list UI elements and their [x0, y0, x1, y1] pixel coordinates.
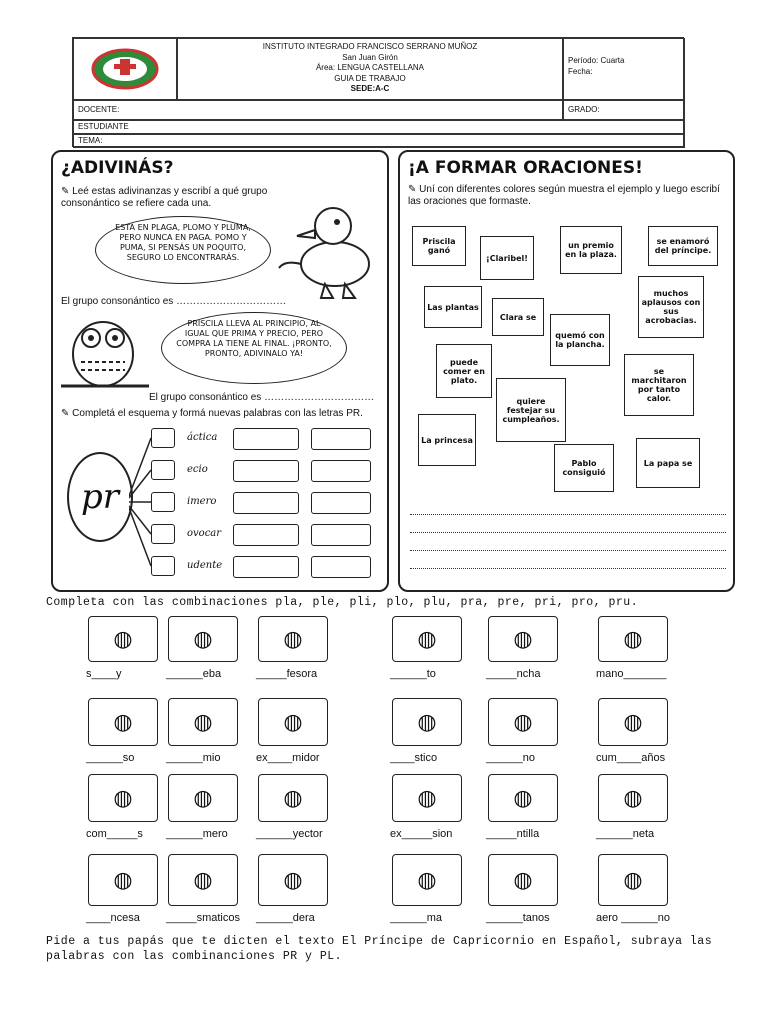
word-blank[interactable]: ______tanos [486, 912, 550, 924]
riddle-bubble-2: PRISCILA LLEVA AL PRINCIPIO, AL IGUAL QUE PRIMA Y PRECIO, PERO COMPRA LA TIENE AL FINAL. ¡PRONTO, PRONTO, ADIVINALO YA! [161, 312, 347, 384]
word-blank[interactable]: ______neta [596, 828, 655, 840]
puzzle-piece-14[interactable]: La papa se [636, 438, 700, 488]
oraciones-instruction-text: Uní con diferentes colores según muestra el ejemplo y luego escribí las oraciones que formaste. [408, 184, 720, 207]
scheme-answer-5b[interactable] [311, 556, 371, 578]
glove-icon: ◍ [598, 616, 668, 662]
scheme-answer-2a[interactable] [233, 460, 299, 482]
princess-icon: ◍ [88, 854, 158, 906]
paper-icon: ◍ [168, 616, 238, 662]
puzzle-piece-4[interactable]: se enamoró del príncipe. [648, 226, 718, 266]
teacher-icon: ◍ [258, 616, 328, 662]
puzzle-piece-9[interactable]: quemó con la plancha. [550, 314, 610, 366]
estudiante-label: ESTUDIANTE [78, 122, 129, 131]
scheme-ending-5: udente [187, 560, 223, 571]
banana-icon: ◍ [488, 854, 558, 906]
explosion-icon: ◍ [392, 774, 462, 822]
school-logo [90, 47, 160, 91]
tema-row[interactable] [73, 134, 685, 148]
scheme-box-1[interactable] [151, 428, 175, 448]
adivinas-title: ¿ADIVINÁS? [61, 158, 174, 178]
riddle-bubble-1: ESTÁ EN PLAGA, PLOMO Y PLUMA, PERO NUNCA EN PAGA. POMO Y PUMA, SI PENSÁS UN POQUITO, SEGURO LO ENCONTRARÁS. [95, 216, 271, 284]
grado-label: GRADO: [568, 105, 600, 114]
scheme-answer-3b[interactable] [311, 492, 371, 514]
scheme-ending-4: ovocar [187, 528, 222, 539]
scheme-arrows [129, 432, 153, 572]
word-blank[interactable]: _____smaticos [166, 912, 240, 924]
sede-name: SEDE:A-C [350, 84, 390, 93]
adivinas-instruction-2 [61, 408, 381, 420]
window-icon: ◍ [488, 698, 558, 746]
area-name: Área: LENGUA CASTELLANA [315, 63, 425, 72]
grado-row[interactable] [563, 100, 685, 120]
birthday-icon: ◍ [598, 698, 668, 746]
header-table [72, 37, 684, 147]
word-blank[interactable]: _____fesora [256, 668, 318, 680]
scheme-answer-2b[interactable] [311, 460, 371, 482]
scheme-ending-3: imero [187, 496, 217, 507]
puzzle-piece-13[interactable]: Pablo consiguió [554, 444, 614, 492]
pencil-icon: ✎ [61, 186, 73, 197]
word-blank[interactable]: ______no [486, 752, 535, 764]
adivinas-instruction [61, 186, 281, 210]
answer-line-2[interactable]: El grupo consonántico es …………………………… [149, 392, 375, 403]
word-blank[interactable]: ______mero [166, 828, 228, 840]
word-blank[interactable]: ______so [86, 752, 135, 764]
word-blank[interactable]: ____stico [390, 752, 438, 764]
word-blank[interactable]: ex____midor [256, 752, 320, 764]
adivinas-instruction-text: Leé estas adivinanzas y escribí a qué grupo consonántico se refiere cada una. [61, 186, 268, 209]
iron-icon: ◍ [488, 616, 558, 662]
scheme-ending-1: áctica [187, 432, 218, 443]
word-blank[interactable]: ____ncesa [86, 912, 140, 924]
shopping-icon: ◍ [88, 774, 158, 822]
word-blank[interactable]: com_____s [86, 828, 143, 840]
puzzle-piece-5[interactable]: Las plantas [424, 286, 482, 328]
airplane-icon: ◍ [598, 854, 668, 906]
estudiante-row[interactable] [73, 120, 685, 134]
docente-row[interactable] [73, 100, 563, 120]
puzzle-piece-1[interactable]: Priscila ganó [412, 226, 466, 266]
binoculars-icon: ◍ [168, 854, 238, 906]
word-blank[interactable]: cum____años [596, 752, 666, 764]
prisoner-icon: ◍ [88, 698, 158, 746]
planet-icon: ◍ [598, 774, 668, 822]
writing-line-1[interactable] [410, 514, 726, 515]
duck-icon [275, 194, 385, 304]
scheme-box-5[interactable] [151, 556, 175, 576]
logo-cell [73, 38, 177, 100]
can-icon: ◍ [88, 616, 158, 662]
period-cell [563, 38, 685, 100]
tema-label: TEMA: [78, 136, 103, 145]
scheme-answer-4b[interactable] [311, 524, 371, 546]
owl-icon [57, 312, 152, 392]
word-blank[interactable]: ______eba [166, 668, 222, 680]
scheme-answer-1b[interactable] [311, 428, 371, 450]
landscape-icon: ◍ [258, 854, 328, 906]
answer-line-1[interactable]: El grupo consonántico es …………………………… [61, 296, 287, 307]
pr-center: pr [67, 452, 133, 542]
projector-icon: ◍ [258, 774, 328, 822]
pencil-icon: ✎ [61, 408, 73, 419]
word-blank[interactable]: ______ma [390, 912, 442, 924]
bib-icon: ◍ [392, 698, 462, 746]
puzzle-piece-3[interactable]: un premio en la plaza. [560, 226, 622, 274]
scheme-answer-3a[interactable] [233, 492, 299, 514]
shoe-icon: ◍ [488, 774, 558, 822]
scheme-answer-1a[interactable] [233, 428, 299, 450]
puzzle-piece-7[interactable]: muchos aplausos con sus acrobacias. [638, 276, 704, 338]
word-blank[interactable]: ______yector [256, 828, 323, 840]
docente-label: DOCENTE: [78, 105, 120, 114]
puzzle-piece-8[interactable]: puede comer en plato. [436, 344, 492, 398]
puzzle-piece-12[interactable]: La princesa [418, 414, 476, 466]
city-name: San Juan Girón [342, 52, 398, 62]
puzzle-piece-10[interactable]: se marchitaron por tanto calor. [624, 354, 694, 416]
footer-text: Pide a tus papás que te dicten el texto El Príncipe de Capricornio en Español, subraya las palabras con las combinanciones PR y PL. [46, 935, 713, 963]
adivinas-panel [51, 150, 389, 592]
word-blank[interactable]: _____ncha [486, 668, 541, 680]
word-blank[interactable]: aero ______no [596, 912, 671, 924]
award-icon: ◍ [168, 698, 238, 746]
oraciones-title: ¡A FORMAR ORACIONES! [408, 158, 643, 178]
adivinas-instruction-2-text: Completá el esquema y formá nuevas palabras con las letras PR. [72, 408, 363, 419]
book-icon: ◍ [168, 774, 238, 822]
scheme-answer-5a[interactable] [233, 556, 299, 578]
word-blank[interactable]: ex_____sion [390, 828, 453, 840]
puzzle-piece-2[interactable]: ¡Claribel! [480, 236, 534, 280]
word-blank[interactable]: mano_______ [596, 668, 667, 680]
word-blank[interactable]: ______mio [166, 752, 221, 764]
pencil-icon: ✎ [408, 184, 420, 195]
word-blank[interactable]: s____y [86, 668, 122, 680]
date-label: Fecha: [568, 67, 593, 76]
oraciones-panel [398, 150, 735, 592]
scheme-box-2[interactable] [151, 460, 175, 480]
scheme-ending-2: ecio [187, 464, 208, 475]
squeezer-icon: ◍ [258, 698, 328, 746]
writing-line-2[interactable] [410, 532, 726, 533]
word-blank[interactable]: ______dera [256, 912, 315, 924]
plate-icon: ◍ [392, 616, 462, 662]
writing-line-4[interactable] [410, 568, 726, 569]
puzzle-piece-11[interactable]: quiere festejar su cumpleaños. [496, 378, 566, 442]
puzzle-piece-6[interactable]: Clara se [492, 298, 544, 336]
period-label: Período: Cuarta [568, 56, 625, 65]
institution-name: INSTITUTO INTEGRADO FRANCISCO SERRANO MUÑOZ [262, 42, 478, 51]
word-blank[interactable]: _____ntilla [486, 828, 540, 840]
header-title-cell [177, 38, 563, 100]
exercise-grid [0, 612, 768, 932]
feather-icon: ◍ [392, 854, 462, 906]
oraciones-instruction [408, 184, 728, 208]
exercise-instruction: Completa con las combinaciones pla, ple, pli, plo, plu, pra, pre, pri, pro, pru. [46, 596, 639, 609]
word-blank[interactable]: ______to [390, 668, 436, 680]
scheme-box-4[interactable] [151, 524, 175, 544]
guide-name: GUIA DE TRABAJO [334, 73, 406, 83]
writing-line-3[interactable] [410, 550, 726, 551]
scheme-answer-4a[interactable] [233, 524, 299, 546]
scheme-box-3[interactable] [151, 492, 175, 512]
